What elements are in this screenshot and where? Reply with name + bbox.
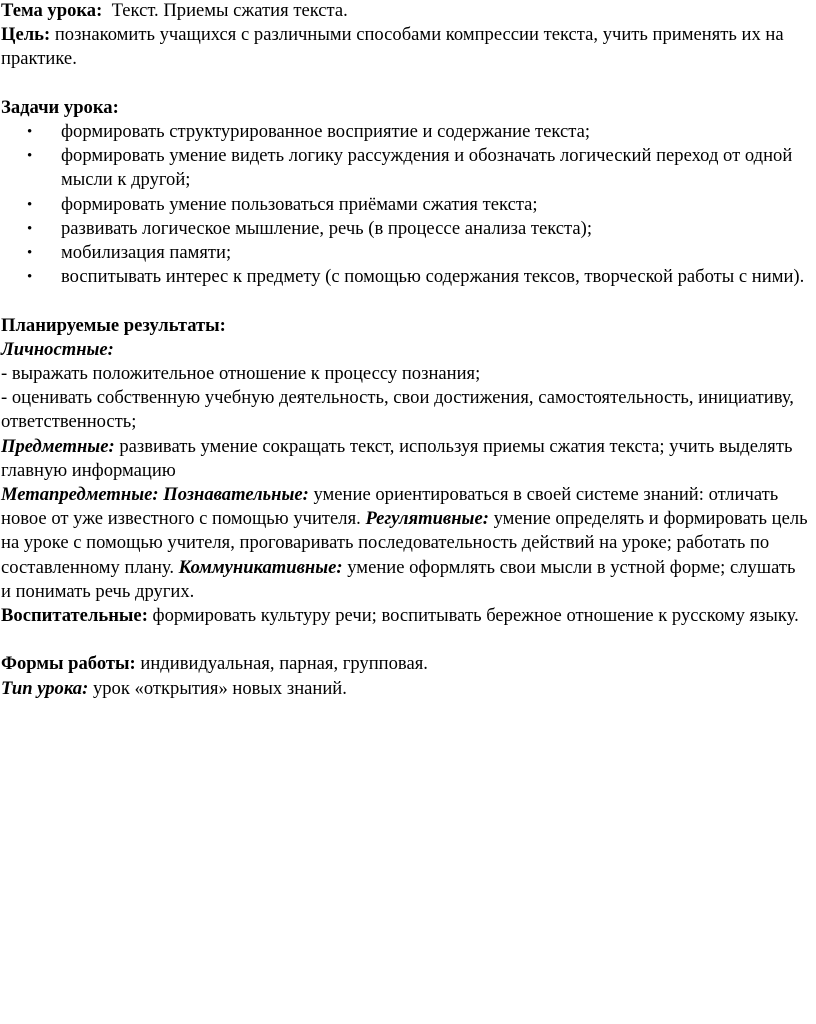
lesson-type-label: Тип урока:: [1, 677, 89, 699]
lesson-type-line: [1, 677, 809, 701]
topic-label: Тема урока:: [1, 0, 103, 21]
results-heading: [1, 314, 809, 338]
bullet-icon: •: [27, 124, 33, 140]
cognitive-text: умение ориентироваться в своей системе знаний: отличать новое от уже известного с помощью учителя.: [1, 484, 779, 530]
work-forms-label: Формы работы:: [1, 653, 136, 675]
work-forms-text: индивидуальная, парная, групповая.: [140, 653, 428, 675]
list-item-text: формировать структурированное восприятие и содержание текста;: [61, 121, 590, 142]
list-item: [1, 144, 809, 192]
list-item-text: развивать логическое мышление, речь (в процессе анализа текста);: [61, 217, 593, 239]
list-item: [1, 120, 809, 144]
document-page: [1, 0, 809, 701]
list-item-text: мобилизация памяти;: [61, 242, 232, 264]
goal-paragraph: [1, 23, 809, 71]
work-forms-line: [1, 652, 809, 676]
tasks-heading-text: Задачи урока:: [1, 96, 119, 118]
educational-label: Воспитательные:: [1, 605, 148, 627]
lesson-type-text: урок «открытия» новых знаний.: [92, 677, 347, 699]
list-item: [1, 217, 809, 241]
bullet-icon: •: [27, 148, 33, 165]
list-item-text: формировать умение пользоваться приёмами сжатия текста;: [61, 193, 538, 215]
subject-paragraph: [1, 435, 809, 483]
goal-text: познакомить учащихся с различными способами компрессии текста, учить применять их на практике.: [1, 24, 784, 70]
tasks-list: [1, 120, 809, 289]
educational-text: формировать культуру речи; воспитывать бережное отношение к русскому языку.: [152, 605, 799, 627]
bullet-icon: •: [27, 220, 33, 237]
topic-text: Текст. Приемы сжатия текста.: [111, 0, 348, 21]
personal-label: [1, 338, 809, 362]
personal-label-text: Личностные:: [1, 338, 114, 360]
bullet-icon: •: [27, 196, 33, 213]
regulatory-label: Регулятивные:: [365, 508, 489, 530]
educational-paragraph: [1, 604, 809, 628]
list-item: [1, 193, 809, 217]
subject-text: развивать умение сокращать текст, используя приемы сжатия текста; учить выделять главную информацию: [1, 435, 793, 481]
personal-line: - выражать положительное отношение к процессу познания;: [1, 363, 481, 385]
results-heading-text: Планируемые результаты:: [1, 314, 226, 336]
communicative-label: Коммуникативные:: [178, 556, 343, 578]
topic-line: [1, 0, 809, 23]
subject-label: Предметные:: [1, 435, 115, 457]
meta-paragraph: [1, 483, 809, 604]
spacer: [1, 72, 809, 96]
personal-line: - оценивать собственную учебную деятельность, свои достижения, самостоятельность, инициативу, ответственность;: [1, 387, 794, 433]
list-item-text: воспитывать интерес к предмету (с помощью содержания тексов, творческой работы с ними).: [61, 266, 805, 288]
list-item: [1, 265, 809, 289]
communicative-text: умение оформлять свои мысли в устной форме; слушать и понимать речь других.: [1, 556, 796, 602]
list-item: [1, 241, 809, 265]
tasks-heading: [1, 96, 809, 120]
goal-label: Цель:: [1, 24, 51, 46]
list-item-text: формировать умение видеть логику рассуждения и обозначать логический переход от одной мысли к другой;: [61, 145, 793, 191]
spacer: [1, 289, 809, 313]
cognitive-label: Познавательные:: [163, 484, 309, 506]
bullet-icon: •: [27, 269, 33, 286]
bullet-icon: •: [27, 245, 33, 262]
spacer: [1, 628, 809, 652]
meta-label: Метапредметные:: [1, 484, 159, 506]
regulatory-text: умение определять и формировать цель на уроке с помощью учителя, проговаривать последовательность действий на уроке; работать по составленному плану.: [1, 508, 808, 578]
